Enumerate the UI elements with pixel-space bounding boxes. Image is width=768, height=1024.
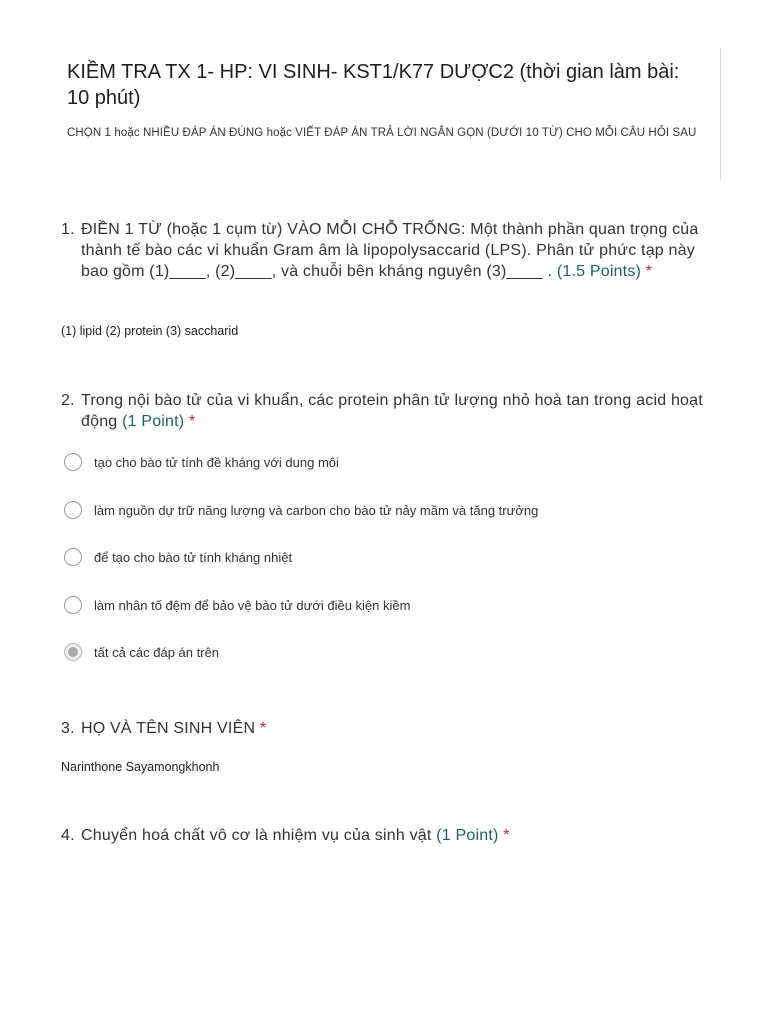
radio-button[interactable] [64,596,82,614]
option-1[interactable] [64,451,339,473]
question-text: Trong nội bào tử của vi khuẩn, các protein phân tử lượng nhỏ hoà tan trong acid hoạt động [81,392,703,430]
option-label: làm nhân tố đệm để bảo vệ bào tử dưới điều kiện kiềm [94,597,411,613]
required-asterisk: * [645,263,653,280]
required-asterisk: * [189,413,196,430]
required-asterisk: * [259,720,267,737]
header-divider [720,48,721,180]
form-title: KIỀM TRA TX 1- HP: VI SINH- KST1/K77 DƯỢC2 (thời gian làm bài: 10 phút) [67,61,680,109]
option-label: để tạo cho bào tử tính kháng nhiệt [94,549,293,565]
option-3[interactable] [64,546,292,568]
question-number: 2. [61,392,75,409]
question-1 [61,219,711,282]
question-3 [61,718,711,739]
question-text: Chuyển hoá chất vô cơ là nhiệm vụ của sinh vật [81,827,432,844]
question-2 [61,390,711,432]
question-points: (1.5 Points) [556,263,642,280]
question-number: 1. [61,221,75,238]
answer-3-text[interactable]: Narinthone Sayamongkhonh [61,760,220,774]
option-2[interactable] [64,499,538,521]
question-4 [61,825,711,846]
option-label: tạo cho bào tử tính đề kháng với dung môi [94,454,339,470]
radio-button-selected[interactable] [64,643,82,661]
option-label: tất cả các đáp án trên [94,644,220,660]
option-label: làm nguồn dự trữ năng lượng và carbon cho bào tử nảy mầm và tăng trưởng [94,502,539,518]
option-4[interactable] [64,594,410,616]
question-number: 3. [61,720,75,737]
form-description: CHỌN 1 hoặc NHIỀU ĐÁP ÁN ĐÚNG hoặc VIẾT ĐÁP ÁN TRẢ LỜI NGẮN GỌN (DƯỚI 10 TỪ) CHO MỖI CÂU HỎI SAU [67,127,697,139]
radio-dot-icon [68,647,78,657]
option-5[interactable] [64,641,219,663]
question-points: (1 Point) [436,827,499,844]
question-points: (1 Point) [122,413,185,430]
radio-button[interactable] [64,453,82,471]
radio-button[interactable] [64,501,82,519]
radio-button[interactable] [64,548,82,566]
question-number: 4. [61,827,75,844]
question-text: ĐIỀN 1 TỪ (hoặc 1 cụm từ) VÀO MỖI CHỖ TRỐNG: Một thành phần quan trọng của thành tế bào các vi khuẩn Gram âm là lipopolysaccarid (LPS). Phân tử phức tạp này bao gồm (1)____, (2)____, và chuỗi bên kháng nguyên (3)____ . [81,221,699,280]
answer-1-text[interactable]: (1) lipid (2) protein (3) saccharid [61,324,239,338]
required-asterisk: * [503,827,510,844]
question-text: HỌ VÀ TÊN SINH VIÊN [81,720,256,737]
